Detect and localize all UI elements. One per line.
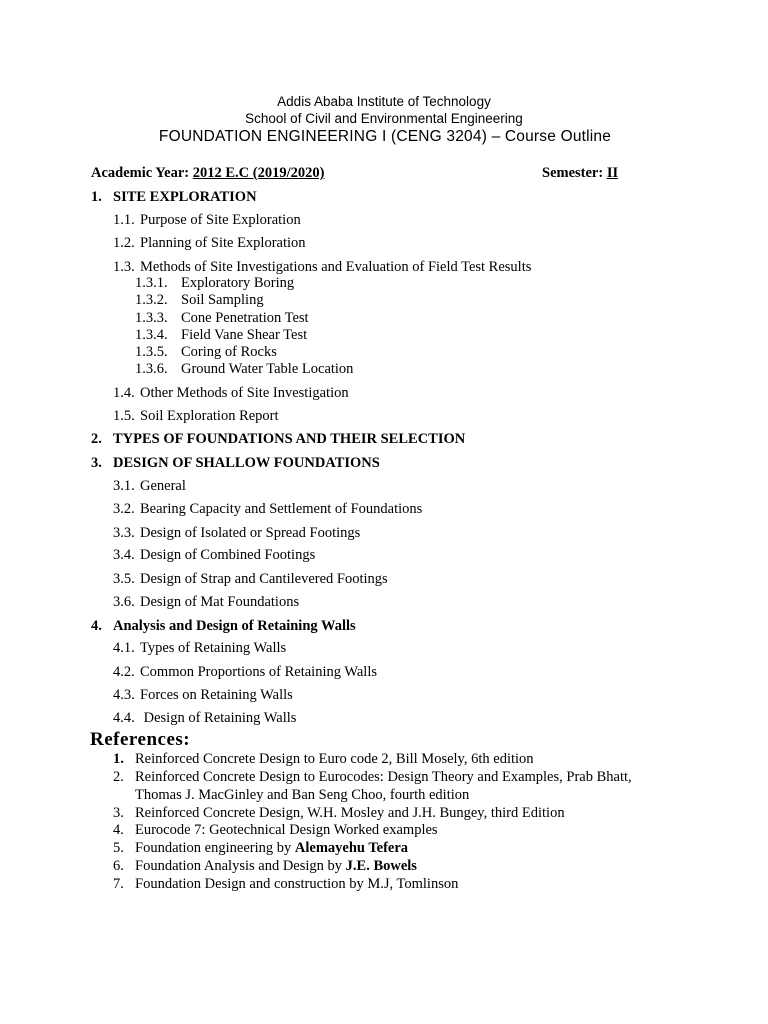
subsection-title: Methods of Site Investigations and Evaluation of Field Test Results (140, 259, 532, 275)
reference-number: 3. (113, 805, 124, 821)
section-number: 3. (91, 455, 102, 471)
reference-author: J.E. Bowels (345, 858, 417, 874)
outline-subsection (113, 478, 186, 495)
reference-item (113, 751, 534, 768)
subsubsection-number: 1.3.2. (135, 292, 168, 308)
school-name: School of Civil and Environmental Engineering (245, 111, 523, 126)
outline-subsection (113, 687, 293, 704)
outline-subsection (113, 385, 349, 402)
subsubsection-title: Soil Sampling (181, 292, 264, 308)
reference-text: Reinforced Concrete Design, W.H. Mosley and J.H. Bungey, third Edition (135, 805, 565, 821)
reference-item (113, 822, 438, 839)
subsection-number: 4.1. (113, 640, 135, 656)
outline-section (91, 618, 356, 635)
subsubsection-number: 1.3.1. (135, 275, 168, 291)
reference-text: Foundation Analysis and Design by (135, 858, 346, 874)
outline-subsubsection (135, 275, 294, 292)
outline-subsubsection (135, 344, 277, 361)
section-number: 1. (91, 189, 102, 205)
reference-text: Foundation engineering by (135, 840, 295, 856)
subsection-title: Common Proportions of Retaining Walls (140, 664, 378, 680)
section-title: DESIGN OF SHALLOW FOUNDATIONS (113, 455, 380, 471)
reference-number: 4. (113, 822, 124, 838)
academic-year-value: 2012 E.C (2019/2020) (192, 165, 325, 181)
subsubsection-number: 1.3.5. (135, 344, 168, 360)
reference-number: 6. (113, 858, 124, 874)
outline-subsection (113, 594, 299, 611)
subsection-title: Design of Retaining Walls (140, 710, 297, 726)
outline-subsection (113, 640, 286, 657)
subsubsection-title: Coring of Rocks (181, 344, 277, 360)
section-title: SITE EXPLORATION (113, 189, 257, 205)
outline-subsection (113, 235, 306, 252)
subsection-title: Design of Combined Footings (140, 547, 316, 563)
outline-subsection (113, 571, 388, 588)
subsection-title: Types of Retaining Walls (140, 640, 287, 656)
subsection-number: 1.3. (113, 259, 135, 275)
reference-item (113, 840, 408, 857)
outline-subsection (113, 710, 296, 727)
subsection-title: Design of Strap and Cantilevered Footings (140, 571, 388, 587)
outline-subsubsection (135, 327, 307, 344)
references-heading: References: (90, 729, 191, 750)
reference-item (113, 769, 632, 786)
subsection-title: Bearing Capacity and Settlement of Foundations (140, 501, 423, 517)
institute-name: Addis Ababa Institute of Technology (277, 94, 491, 109)
semester-label: Semester: (542, 165, 604, 181)
reference-text: Eurocode 7: Geotechnical Design Worked examples (135, 822, 438, 838)
reference-number: 7. (113, 876, 124, 892)
subsection-number: 4.2. (113, 664, 135, 680)
outline-subsubsection (135, 361, 353, 378)
subsection-title: Soil Exploration Report (140, 408, 279, 424)
subsection-title: General (140, 478, 186, 494)
outline-subsection (113, 664, 377, 681)
subsection-title: Other Methods of Site Investigation (140, 385, 349, 401)
reference-text-continued: Thomas J. MacGinley and Ban Seng Choo, fourth edition (135, 787, 470, 803)
subsection-number: 4.4. (113, 710, 135, 726)
reference-author: Alemayehu Tefera (294, 840, 409, 856)
reference-number: 5. (113, 840, 124, 856)
outline-section (91, 189, 257, 206)
academic-year-label: Academic Year: (91, 165, 190, 181)
subsection-number: 3.2. (113, 501, 135, 517)
subsubsection-title: Ground Water Table Location (181, 361, 354, 377)
outline-subsection (113, 408, 279, 425)
subsection-title: Design of Mat Foundations (140, 594, 300, 610)
section-title: TYPES OF FOUNDATIONS AND THEIR SELECTION (113, 431, 466, 447)
reference-text: Reinforced Concrete Design to Eurocodes: Design Theory and Examples, Prab Bhatt, (135, 769, 632, 785)
outline-subsection (113, 259, 531, 276)
outline-subsubsection (135, 310, 309, 327)
outline-subsection (113, 212, 301, 229)
subsection-number: 1.4. (113, 385, 135, 401)
section-title: Analysis and Design of Retaining Walls (113, 618, 356, 634)
outline-subsection (113, 525, 360, 542)
subsection-number: 3.1. (113, 478, 135, 494)
semester-value: II (606, 165, 619, 181)
section-number: 2. (91, 431, 102, 447)
reference-item (113, 858, 417, 875)
reference-item (113, 876, 458, 893)
subsection-number: 3.4. (113, 547, 135, 563)
subsection-number: 3.6. (113, 594, 135, 610)
subsubsection-title: Field Vane Shear Test (181, 327, 308, 343)
subsection-number: 3.5. (113, 571, 135, 587)
outline-subsection (113, 547, 315, 564)
outline-subsubsection (135, 292, 264, 309)
subsection-title: Design of Isolated or Spread Footings (140, 525, 361, 541)
outline-section (91, 431, 465, 448)
subsection-number: 1.1. (113, 212, 135, 228)
subsection-number: 3.3. (113, 525, 135, 541)
subsubsection-number: 1.3.6. (135, 361, 168, 377)
reference-number: 1. (113, 751, 124, 767)
subsection-title: Purpose of Site Exploration (140, 212, 301, 228)
subsection-number: 1.5. (113, 408, 135, 424)
reference-item (113, 805, 565, 822)
reference-number: 2. (113, 769, 124, 785)
subsubsection-number: 1.3.4. (135, 327, 168, 343)
subsection-number: 4.3. (113, 687, 135, 703)
course-title: FOUNDATION ENGINEERING I (CENG 3204) – Course Outline (158, 128, 612, 145)
subsection-title: Planning of Site Exploration (140, 235, 306, 251)
subsubsection-title: Exploratory Boring (181, 275, 295, 291)
outline-section (91, 455, 380, 472)
academic-year (91, 165, 324, 182)
subsubsection-number: 1.3.3. (135, 310, 168, 326)
subsubsection-title: Cone Penetration Test (181, 310, 309, 326)
reference-text: Foundation Design and construction by M.J, Tomlinson (135, 876, 459, 892)
subsection-title: Forces on Retaining Walls (140, 687, 293, 703)
section-number: 4. (91, 618, 102, 634)
semester (542, 165, 618, 182)
subsection-number: 1.2. (113, 235, 135, 251)
outline-subsection (113, 501, 422, 518)
reference-text: Reinforced Concrete Design to Euro code 2, Bill Mosely, 6th edition (135, 751, 534, 767)
